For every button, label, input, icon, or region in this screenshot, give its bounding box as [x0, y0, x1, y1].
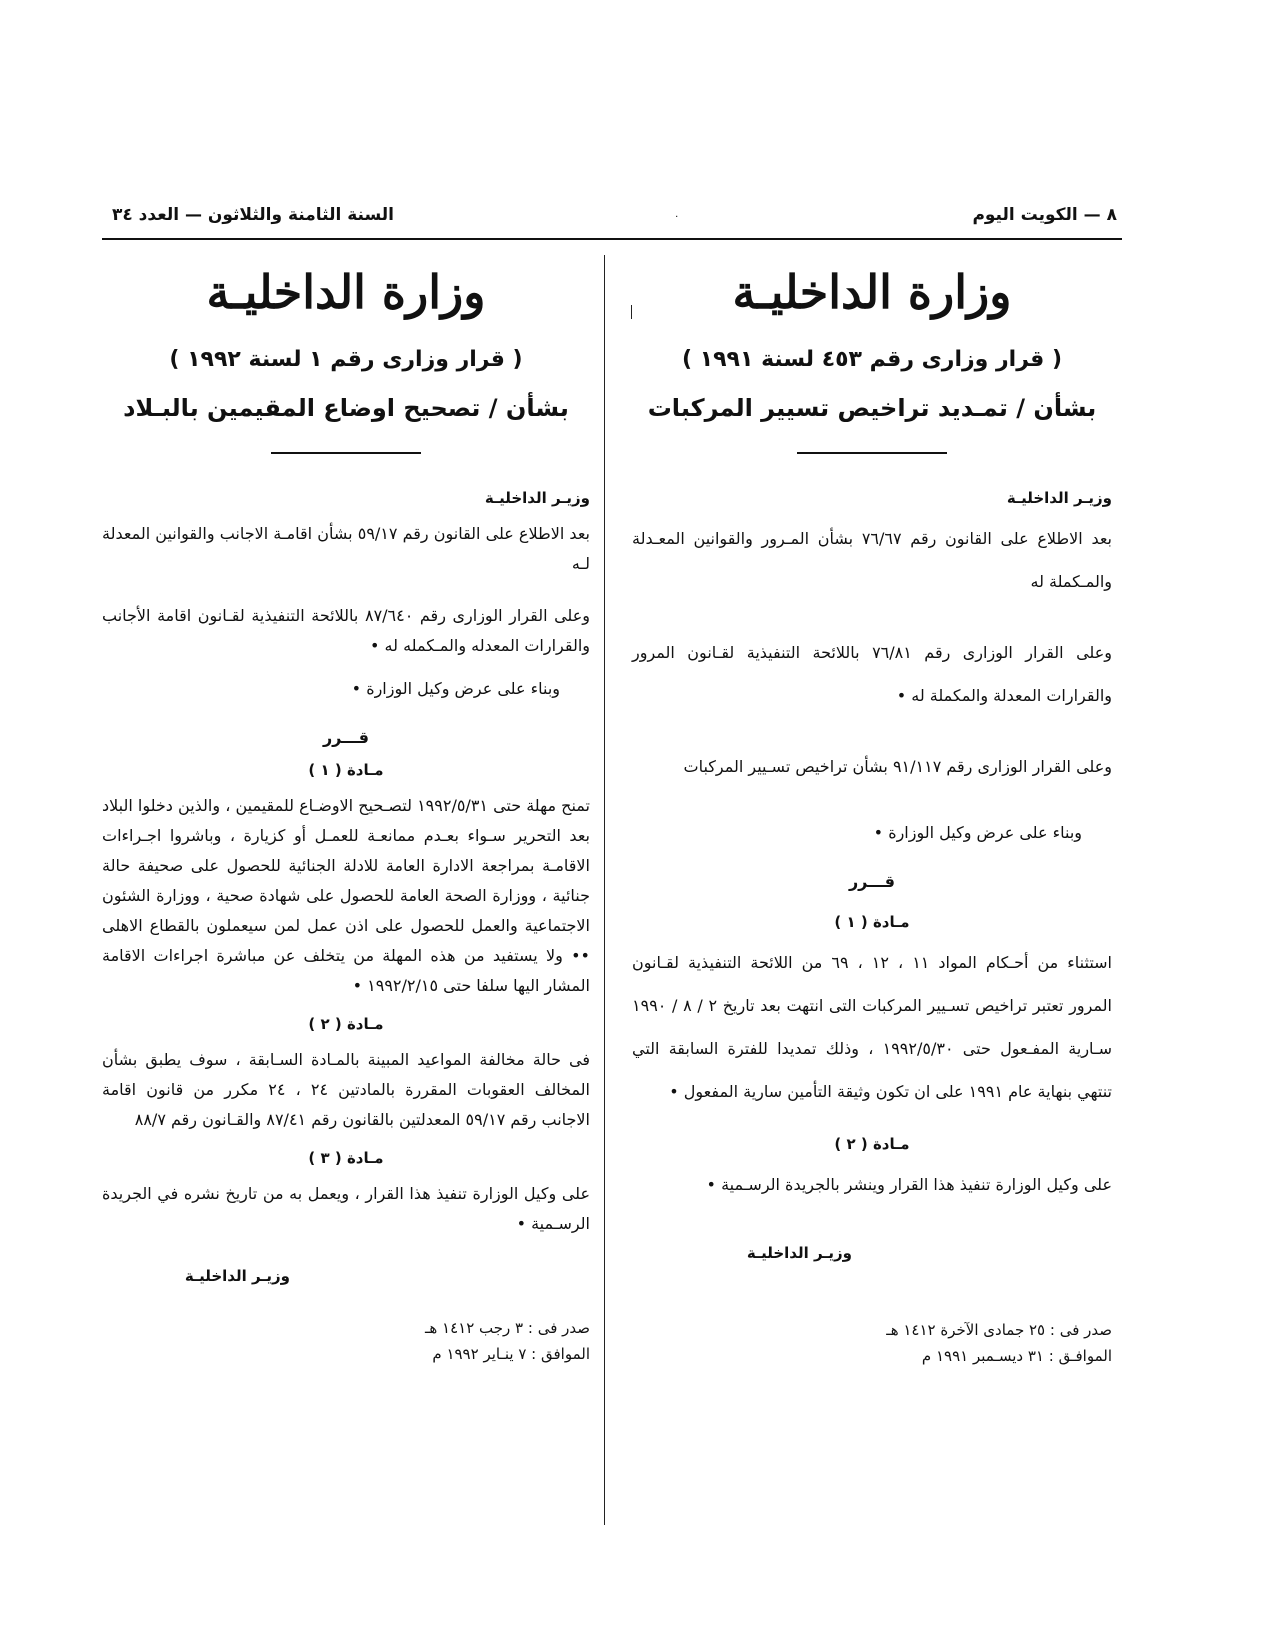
issue-info: السنة الثامنة والثلاثون — العدد ٣٤ — [112, 205, 394, 225]
ministry-heading: وزارة الداخليـة — [732, 265, 1012, 319]
article-title: مـادة ( ١ ) — [834, 913, 910, 931]
decided-heading: قـــرر — [848, 872, 896, 891]
article-title: مـادة ( ٣ ) — [308, 1149, 384, 1167]
basis-line: وبناء على عرض وكيل الوزارة • — [873, 823, 1082, 842]
article-title: مـادة ( ٢ ) — [308, 1015, 384, 1033]
preamble-paragraph: وعلى القرار الوزارى رقم ٩١/١١٧ بشأن تراخيص تسـيير المركبات — [683, 757, 1112, 776]
issued-date: صدر فى : ٢٥ جمادى الآخرة ١٤١٢ هـ — [886, 1321, 1112, 1339]
decree-453-column — [632, 240, 1112, 1369]
issue-dates — [102, 1315, 590, 1367]
issued-date: صدر فى : ٣ رجب ١٤١٢ هـ — [424, 1319, 590, 1337]
decree-1-column — [102, 240, 590, 1367]
header-mark: ٠ — [674, 211, 680, 222]
preamble-paragraph: وعلى القرار الوزارى رقم ٧٦/٨١ باللائحة التنفيذية لقـانون المرور والقرارات المعدلة والمكملة له • — [632, 643, 1112, 705]
issue-dates — [632, 1317, 1112, 1369]
corresponding-date: الموافـق : ٣١ ديسـمبر ١٩٩١ م — [921, 1347, 1112, 1365]
article-title: مـادة ( ٢ ) — [834, 1135, 910, 1153]
ministry-heading: وزارة الداخليـة — [206, 265, 486, 319]
article-text: على وكيل الوزارة تنفيذ هذا القرار ، ويعمل به من تاريخ نشره في الجريدة الرسـمية • — [102, 1184, 590, 1233]
heading-rule — [797, 452, 947, 454]
preamble-paragraph: بعد الاطلاع على القانون رقم ٥٩/١٧ بشأن اقامـة الاجانب والقوانين المعدلة لـه — [102, 524, 591, 573]
decided-heading: قـــرر — [322, 728, 370, 747]
decree-subject: بشأن / تصحيح اوضاع المقيمين بالبـلاد — [123, 394, 569, 422]
article-title: مـادة ( ١ ) — [308, 761, 384, 779]
decree-number: ( قرار وزارى رقم ١ لسنة ١٩٩٢ ) — [169, 347, 523, 372]
minister-title: وزيـر الداخليـة — [1006, 489, 1112, 507]
page-number-title: ٨ — الكويت اليوم — [972, 205, 1117, 225]
minister-title: وزيـر الداخليـة — [484, 489, 590, 507]
minister-signature: وزيـر الداخليـة — [184, 1267, 290, 1285]
heading-rule — [271, 452, 421, 454]
article-text: فى حالة مخالفة المواعيد المبينة بالمـادة السـابقة ، سوف يطبق بشأن المخالف العقوبات المقررة بالمادتين ٢٤ ، ٢٤ مكرر من قانون اقامة الاجانب رقم ٥٩/١٧ المعدلتين بالقانون رقم ٨٧/٤١ والقـانون رقم ٨٨/٧ — [102, 1050, 590, 1129]
page-header — [102, 205, 1122, 235]
article-text: تمنح مهلة حتى ١٩٩٢/٥/٣١ لتصـحيح الاوضـاع للمقيمين ، والذين دخلوا البلاد بعد التحرير سـواء بعـدم ممانعـة للعمـل أو كزيارة ، وباشروا اجـراءات الاقامـة بمراجعة الادارة العامة للادلة الجنائية للحصول على صحيفة حالة جنائية ، ووزارة الصحة العامة للحصول على شهادة صحية ، ووزارة الشئون الاجتماعية والعمل للحصول على اذن عمل لمن سيعملون بالقطاع الاهلى •• ولا يستفيد من هذه المهلة من يتخلف عن مباشرة اجراءات الاقامة المشار اليها سلفا حتى ١٩٩٢/٢/١٥ • — [102, 796, 591, 995]
basis-line: وبناء على عرض وكيل الوزارة • — [351, 679, 560, 698]
preamble-paragraph: بعد الاطلاع على القانون رقم ٧٦/٦٧ بشأن المـرور والقوانين المعـدلة والمـكملة له — [632, 529, 1113, 591]
column-divider — [604, 255, 605, 1525]
decree-subject: بشأن / تمـديد تراخيص تسيير المركبات — [647, 394, 1097, 422]
corresponding-date: الموافق : ٧ ينـاير ١٩٩٢ م — [432, 1345, 590, 1363]
preamble-paragraph: وعلى القرار الوزارى رقم ٨٧/٦٤٠ باللائحة التنفيذية لقـانون اقامة الأجانب والقرارات المعدله والمـكمله له • — [102, 606, 591, 655]
decree-number: ( قرار وزارى رقم ٤٥٣ لسنة ١٩٩١ ) — [681, 347, 1063, 372]
minister-signature: وزيـر الداخليـة — [746, 1244, 852, 1262]
article-text: على وكيل الوزارة تنفيذ هذا القرار وينشر بالجريدة الرسـمية • — [706, 1175, 1112, 1194]
article-text: استثناء من أحـكام المواد ١١ ، ١٢ ، ٦٩ من اللائحة التنفيذية لقـانون المرور تعتبر تراخيص تسـيير المركبات التى انتهت بعد تاريخ ٢ / ٨ / ١٩٩٠ سـارية المفـعول حتى ١٩٩٢/٥/٣٠ ، وذلك تمديدا للفترة السابقة التي تنتهي بنهاية عام ١٩٩١ على ان تكون وثيقة التأمين سارية المفعول • — [632, 953, 1113, 1101]
